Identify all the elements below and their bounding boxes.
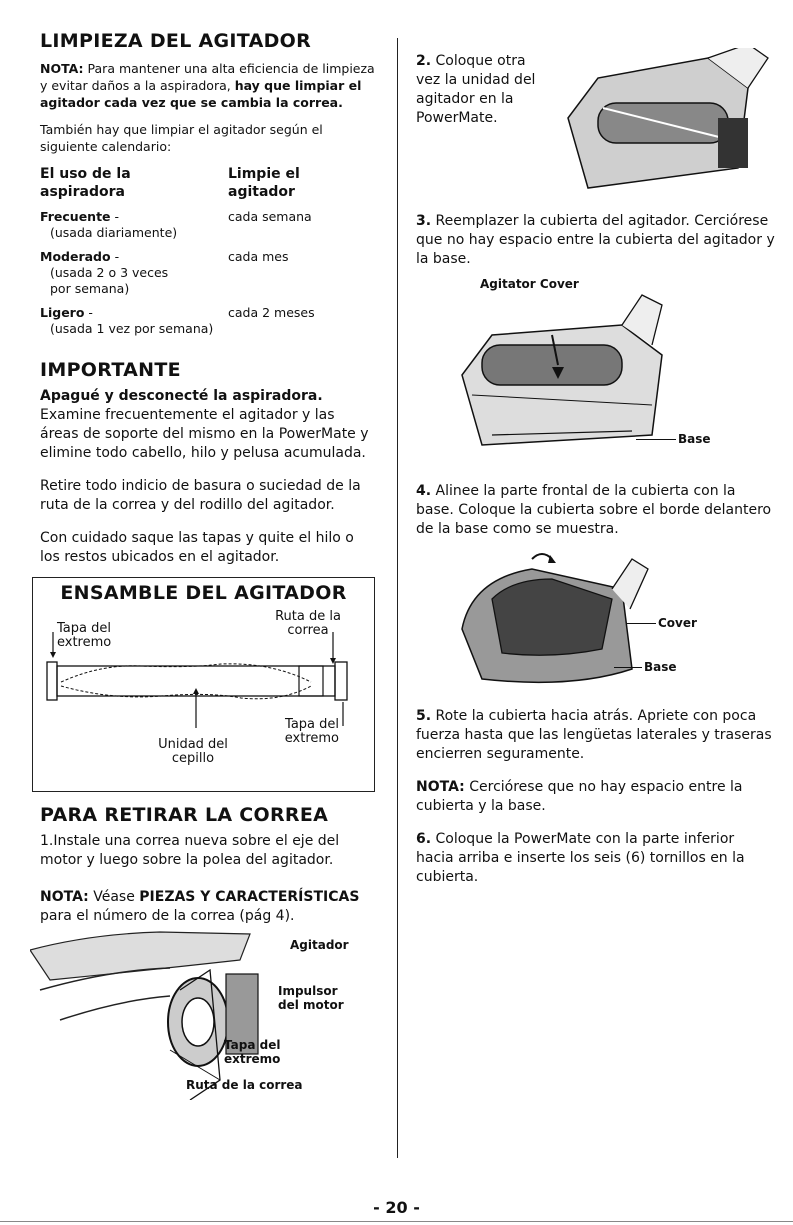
label-tapa-left: Tapa del extremo xyxy=(57,621,112,650)
label-ruta: Ruta de la correa xyxy=(275,609,341,638)
nota-paragraph xyxy=(40,60,375,111)
ensamble-box xyxy=(32,577,375,792)
schedule-table xyxy=(40,165,375,337)
footer-line xyxy=(0,1221,793,1222)
fig4-label-cover: Cover xyxy=(658,616,697,630)
fig3-label-cover: Agitator Cover xyxy=(480,277,579,291)
retirar-step-1: 1.Instale una correa nueva sobre el eje del motor y luego sobre la polea del agitador. xyxy=(40,833,340,868)
column-divider xyxy=(397,38,398,1158)
fig-4-block xyxy=(416,549,776,699)
importante-heading: IMPORTANTE xyxy=(40,359,181,381)
belt-figure xyxy=(40,930,375,1102)
cleanup-paragraph: Retire todo indicio de basura o suciedad de la ruta de la correa y del rodillo del agitador. xyxy=(40,478,361,513)
fig-label-impulsor: Impulsor del motor xyxy=(278,984,344,1012)
schedule-row-label: Frecuente - (usada diariamente) xyxy=(40,209,178,240)
fig-label-tapa: Tapa del extremo xyxy=(224,1038,281,1066)
retirar-heading: PARA RETIRAR LA CORREA xyxy=(40,804,329,826)
label-unidad: Unidad del cepillo xyxy=(158,737,228,766)
right-column xyxy=(416,30,776,887)
importante-paragraph xyxy=(40,387,375,463)
fig3-label-base: Base xyxy=(678,432,711,446)
right-nota: NOTA: Cerciórese que no hay espacio entre la cubierta y la base. xyxy=(416,779,743,814)
schedule-col1-header: El uso de la aspiradora xyxy=(40,166,131,200)
schedule-row-freq: cada semana xyxy=(228,209,312,224)
cover-base-illustration xyxy=(452,549,662,699)
ensamble-heading: ENSAMBLE DEL AGITADOR xyxy=(60,582,347,604)
fig-3-block xyxy=(416,277,776,472)
nota2-paragraph: NOTA: Véase PIEZAS Y CARACTERÍSTICAS para el número de la correa (pág 4). xyxy=(40,889,360,924)
step-3: 3. Reemplazer la cubierta del agitador. Cerciórese que no hay espacio entre la cubierta del agitador y la base. xyxy=(416,213,775,267)
schedule-col2-header: Limpie el agitador xyxy=(228,166,300,200)
fig4-label-base: Base xyxy=(644,660,677,674)
limpieza-heading: LIMPIEZA DEL AGITADOR xyxy=(40,30,312,52)
fig-label-agitador: Agitador xyxy=(290,938,349,952)
nota-label: NOTA: xyxy=(40,61,84,76)
importante-bold: Apagué y desconecté la aspiradora. xyxy=(40,388,323,404)
label-tapa-right: Tapa del extremo xyxy=(284,717,339,746)
step-5: 5. Rote la cubierta hacia atrás. Apriete con poca fuerza hasta que las lengüetas laterales y traseras encierren seguramente. xyxy=(416,708,772,762)
importante-text: Examine frecuentemente el agitador y las áreas de soporte del mismo en la PowerMate y elimine todo cabello, hilo y pelusa acumulada. xyxy=(40,407,369,461)
step-6: 6. Coloque la PowerMate con la parte inferior hacia arriba e inserte los seis (6) tornillos en la cubierta. xyxy=(416,831,745,885)
schedule-row-freq: cada 2 meses xyxy=(228,305,315,320)
powermate-agitator-illustration xyxy=(558,48,778,198)
end-caps-paragraph: Con cuidado saque las tapas y quite el hilo o los restos ubicados en el agitador. xyxy=(40,530,354,565)
step-2: 2. Coloque otra vez la unidad del agitador en la PowerMate. xyxy=(416,53,536,126)
step-2-block xyxy=(416,52,776,202)
nota-bold-text: hay que limpiar el agitador cada vez que se cambia la correa. xyxy=(40,78,362,110)
belt-illustration xyxy=(30,930,280,1100)
schedule-row-label: Ligero - (usada 1 vez por semana) xyxy=(40,305,214,336)
agitator-cover-illustration xyxy=(452,285,672,465)
page-number: - 20 - xyxy=(373,1198,420,1217)
step-4: 4. Alinee la parte frontal de la cubierta con la base. Coloque la cubierta sobre el borde delantero de la base como se muestra. xyxy=(416,483,772,537)
left-column xyxy=(40,30,375,1102)
fig-label-ruta: Ruta de la correa xyxy=(186,1078,303,1092)
nota-text: Para mantener una alta eficiencia de limpieza y evitar daños a la aspiradora, xyxy=(40,61,375,93)
nota2-bold: PIEZAS Y CARACTERÍSTICAS xyxy=(139,889,360,905)
nota2-label: NOTA: xyxy=(40,889,89,905)
schedule-row-freq: cada mes xyxy=(228,249,289,264)
schedule-intro: También hay que limpiar el agitador según el siguiente calendario: xyxy=(40,122,323,154)
schedule-row-label: Moderado - (usada 2 o 3 veces por semana) xyxy=(40,249,169,296)
